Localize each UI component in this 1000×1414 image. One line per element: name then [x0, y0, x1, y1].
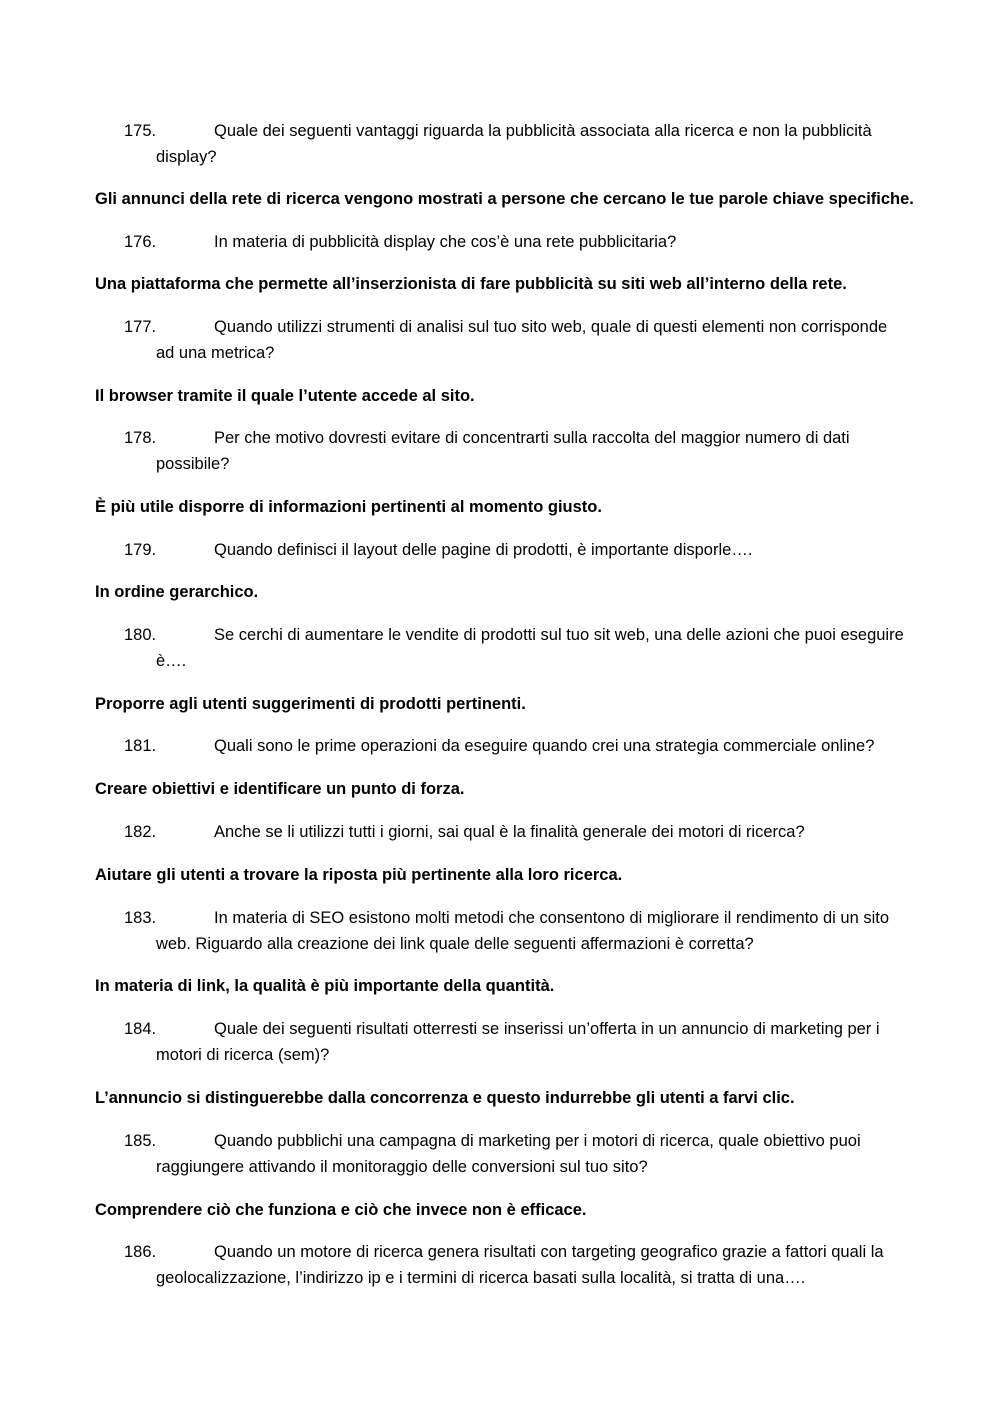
- question-text: Quando definisci il layout delle pagine di prodotti, è importante disporle….: [214, 541, 753, 559]
- answer-185: Comprendere ciò che funziona e ciò che invece non è efficace.: [95, 1201, 587, 1219]
- answer-177: Il browser tramite il quale l’utente accede al sito.: [95, 387, 475, 405]
- answer-178: È più utile disporre di informazioni pertinenti al momento giusto.: [95, 498, 602, 516]
- question-text: Quando utilizzi strumenti di analisi sul tuo sito web, quale di questi elementi non corrisponde ad una metrica?: [156, 318, 888, 362]
- question-number: 185.: [124, 1132, 157, 1150]
- question-text: Quali sono le prime operazioni da eseguire quando crei una strategia commerciale online?: [214, 737, 875, 755]
- question-180: [124, 622, 904, 674]
- answer-175: Gli annunci della rete di ricerca vengono mostrati a persone che cercano le tue parole chiave specifiche.: [95, 190, 914, 208]
- question-number: 184.: [124, 1020, 157, 1038]
- question-181: [124, 733, 904, 759]
- question-number: 186.: [124, 1243, 157, 1261]
- question-number: 178.: [124, 429, 157, 447]
- question-186: [124, 1239, 904, 1291]
- question-number: 179.: [124, 541, 157, 559]
- question-179: [124, 537, 904, 563]
- question-183: [124, 905, 904, 957]
- answer-180: Proporre agli utenti suggerimenti di prodotti pertinenti.: [95, 695, 526, 713]
- question-text: Anche se li utilizzi tutti i giorni, sai qual è la finalità generale dei motori di ricerca?: [214, 823, 805, 841]
- question-number: 176.: [124, 233, 157, 251]
- answer-183: In materia di link, la qualità è più importante della quantità.: [95, 977, 555, 995]
- question-175: [124, 118, 904, 170]
- question-number: 183.: [124, 909, 157, 927]
- question-number: 180.: [124, 626, 157, 644]
- question-number: 177.: [124, 318, 157, 336]
- question-number: 175.: [124, 122, 157, 140]
- question-184: [124, 1016, 904, 1068]
- answer-182: Aiutare gli utenti a trovare la riposta più pertinente alla loro ricerca.: [95, 866, 623, 884]
- question-182: [124, 819, 904, 845]
- question-text: Quando un motore di ricerca genera risultati con targeting geografico grazie a fattori quali la geolocalizzazione, l’indirizzo ip e i termini di ricerca basati sulla località, si tratta di una….: [156, 1243, 884, 1287]
- question-number: 182.: [124, 823, 157, 841]
- question-text: Per che motivo dovresti evitare di concentrarti sulla raccolta del maggior numero di dati possibile?: [156, 429, 850, 473]
- question-185: [124, 1128, 904, 1180]
- question-text: Quale dei seguenti risultati otterresti se inserissi un’offerta in un annuncio di marketing per i motori di ricerca (sem)?: [156, 1020, 880, 1064]
- question-177: [124, 314, 904, 366]
- question-text: In materia di pubblicità display che cos’è una rete pubblicitaria?: [214, 233, 677, 251]
- answer-179: In ordine gerarchico.: [95, 583, 259, 601]
- question-text: Se cerchi di aumentare le vendite di prodotti sul tuo sit web, una delle azioni che puoi eseguire è….: [156, 626, 904, 670]
- question-number: 181.: [124, 737, 157, 755]
- question-176: [124, 229, 904, 255]
- question-text: Quale dei seguenti vantaggi riguarda la pubblicità associata alla ricerca e non la pubblicità display?: [156, 122, 872, 166]
- answer-184: L’annuncio si distinguerebbe dalla concorrenza e questo indurrebbe gli utenti a farvi clic.: [95, 1089, 795, 1107]
- question-text: Quando pubblichi una campagna di marketing per i motori di ricerca, quale obiettivo puoi raggiungere attivando il monitoraggio delle conversioni sul tuo sito?: [156, 1132, 861, 1176]
- answer-181: Creare obiettivi e identificare un punto di forza.: [95, 780, 465, 798]
- question-text: In materia di SEO esistono molti metodi che consentono di migliorare il rendimento di un sito web. Riguardo alla creazione dei link quale delle seguenti affermazioni è corretta?: [156, 909, 890, 953]
- question-178: [124, 425, 904, 477]
- answer-176: Una piattaforma che permette all’inserzionista di fare pubblicità su siti web all’interno della rete.: [95, 275, 847, 293]
